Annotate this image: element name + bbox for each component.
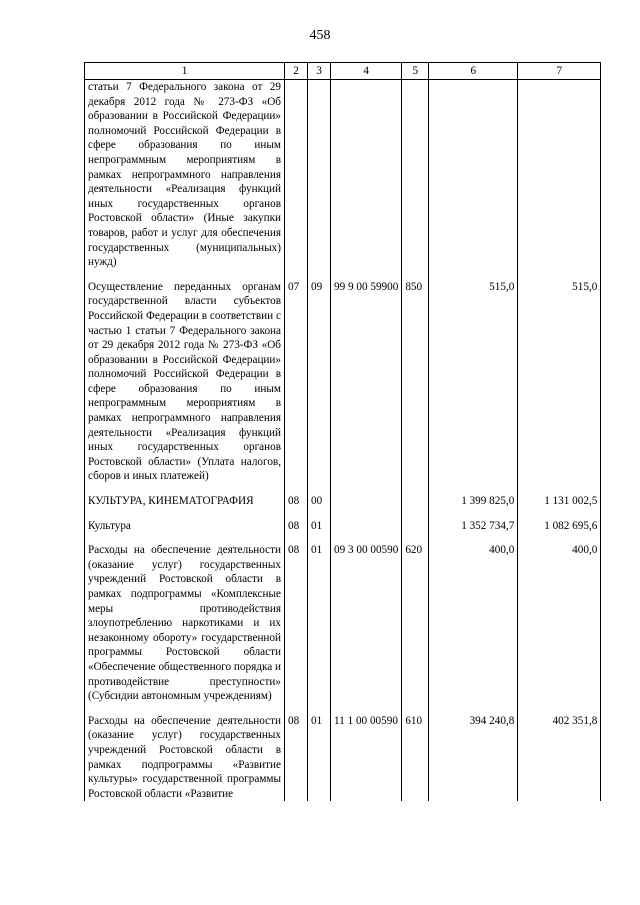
row-section: [285, 80, 308, 270]
row-sum-year2: 1 082 695,6: [518, 509, 601, 534]
row-expense-type: [402, 80, 429, 270]
budget-table: [84, 62, 601, 801]
row-subsection: 01: [308, 704, 331, 802]
row-description: статьи 7 Федерального закона от 29 декабря 2012 года № 273-ФЗ «Об образовании в Российской Федерации» полномочий Российской Федерации в сфере образования по иным непрограммным мероприятиям в рамках непрограммного направления деятельности «Реализация функций иных государственных органов Ростовской области» (Иные закупки товаров, работ и услуг для обеспечения государственных (муниципальных) нужд): [85, 80, 285, 270]
row-section: 07: [285, 270, 308, 484]
row-expense-type: 850: [402, 270, 429, 484]
column-header: 1: [85, 63, 285, 80]
column-header: 7: [518, 63, 601, 80]
row-subsection: 01: [308, 509, 331, 534]
row-sum-year1: 1 352 734,7: [429, 509, 518, 534]
row-target-article: [331, 509, 402, 534]
row-sum-year2: 1 131 002,5: [518, 484, 601, 509]
row-description: Расходы на обеспечение деятельности (оказание услуг) государственных учреждений Ростовской области в рамках подпрограммы «Комплексные меры противодействия злоупотреблению наркотиками и их незаконному обороту» государственной программы Ростовской области «Обеспечение общественного порядка и противодействие преступности» (Субсидии автономным учреждениям): [85, 533, 285, 704]
column-header: 2: [285, 63, 308, 80]
row-section: 08: [285, 509, 308, 534]
table-row: [85, 80, 601, 270]
page-number: 458: [309, 28, 331, 43]
column-header: 3: [308, 63, 331, 80]
table-row: [85, 484, 601, 509]
row-sum-year1: 400,0: [429, 533, 518, 704]
row-description: Осуществление переданных органам государственной власти субъектов Российской Федерации в соответствии с частью 1 статьи 7 Федерального закона от 29 декабря 2012 года № 273-ФЗ «Об образовании в Российской Федерации» полномочий Российской Федерации в сфере образования по иным непрограммным мероприятиям в рамках непрограммного направления деятельности «Реализация функций иных государственных органов Ростовской области» (Уплата налогов, сборов и иных платежей): [85, 270, 285, 484]
row-sum-year2: 400,0: [518, 533, 601, 704]
row-expense-type: 610: [402, 704, 429, 802]
table-row: [85, 270, 601, 484]
row-section: 08: [285, 533, 308, 704]
row-target-article: 99 9 00 59900: [331, 270, 402, 484]
row-sum-year1: 515,0: [429, 270, 518, 484]
row-subsection: 01: [308, 533, 331, 704]
row-expense-type: 620: [402, 533, 429, 704]
row-expense-type: [402, 509, 429, 534]
column-header: 4: [331, 63, 402, 80]
row-expense-type: [402, 484, 429, 509]
table-header-row: [85, 63, 601, 80]
row-description: Культура: [85, 509, 285, 534]
table-row: [85, 704, 601, 802]
row-section: 08: [285, 704, 308, 802]
row-sum-year1: 394 240,8: [429, 704, 518, 802]
row-description: КУЛЬТУРА, КИНЕМАТОГРАФИЯ: [85, 484, 285, 509]
row-subsection: [308, 80, 331, 270]
row-subsection: 09: [308, 270, 331, 484]
row-target-article: [331, 484, 402, 509]
row-sum-year2: 515,0: [518, 270, 601, 484]
column-header: 5: [402, 63, 429, 80]
row-target-article: [331, 80, 402, 270]
column-header: 6: [429, 63, 518, 80]
table-row: [85, 533, 601, 704]
row-sum-year1: 1 399 825,0: [429, 484, 518, 509]
row-sum-year2: 402 351,8: [518, 704, 601, 802]
row-sum-year1: [429, 80, 518, 270]
row-description: Расходы на обеспечение деятельности (оказание услуг) государственных учреждений Ростовской области в рамках подпрограммы «Развитие культуры» государственной программы Ростовской области «Развитие: [85, 704, 285, 802]
row-subsection: 00: [308, 484, 331, 509]
row-target-article: 09 3 00 00590: [331, 533, 402, 704]
row-sum-year2: [518, 80, 601, 270]
table-row: [85, 509, 601, 534]
row-target-article: 11 1 00 00590: [331, 704, 402, 802]
row-section: 08: [285, 484, 308, 509]
